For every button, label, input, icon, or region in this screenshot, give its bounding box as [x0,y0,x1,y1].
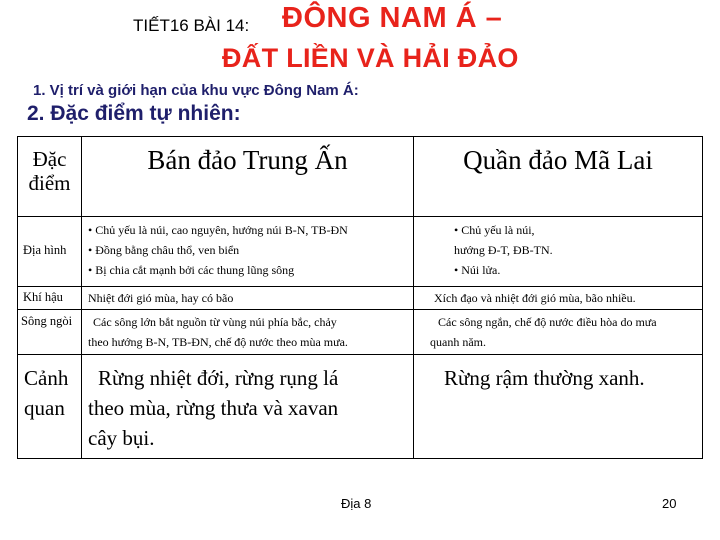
terrain-col1-line1: • Chủ yếu là núi, cao nguyên, hướng núi B-N, TB-ĐN [88,223,348,237]
terrain-col2-cell [414,217,703,287]
section-2-heading: 2. Đặc điểm tự nhiên: [27,102,241,125]
rivers-col2-line2: quanh năm. [430,335,486,349]
rivers-col2-cell [414,310,703,355]
lesson-prefix: TIẾT16 BÀI 14: [133,16,250,35]
terrain-col2-line2: hướng Đ-T, ĐB-TN. [454,243,553,257]
header-feature-line1: Đặc [32,147,67,171]
landscape-label-cell [18,355,82,459]
table-row [18,217,703,287]
table-row [18,355,703,459]
climate-col1: Nhiệt đới gió mùa, hay có bão [88,291,234,305]
climate-col1-cell [82,287,414,310]
header-col1-cell [82,137,414,217]
terrain-col1-line3: • Bị chia cắt mạnh bởi các thung lũng sông [88,263,295,277]
terrain-col1-line2: • Đồng bằng châu thổ, ven biển [88,243,240,257]
terrain-col1-cell [82,217,414,287]
page-title-line2: ĐẤT LIỀN VÀ HẢI ĐẢO [222,43,519,73]
climate-col2-cell [414,287,703,310]
rivers-col2-line1: Các sông ngắn, chế độ nước điều hòa do mưa [438,315,657,329]
landscape-col1-line1: Rừng nhiệt đới, rừng rụng lá [98,366,339,390]
section-1-heading: 1. Vị trí và giới hạn của khu vực Đông Nam Á: [33,82,359,99]
header-col1: Bán đảo Trung Ấn [147,145,348,175]
header-feature-cell [18,137,82,217]
climate-label: Khí hậu [23,290,63,304]
landscape-col2-cell [414,355,703,459]
nature-comparison-table [17,136,703,459]
climate-col2: Xích đạo và nhiệt đới gió mùa, bão nhiều. [434,291,636,305]
terrain-label: Địa hình [23,243,67,257]
header-feature-line2: điểm [28,171,71,195]
landscape-col2: Rừng rậm thường xanh. [444,366,645,390]
landscape-col1-line3: cây bụi. [88,426,155,450]
rivers-col1-cell [82,310,414,355]
terrain-label-cell [18,217,82,287]
rivers-label-cell [18,310,82,355]
page-number: 20 [662,496,677,511]
landscape-label-line2: quan [24,396,65,420]
landscape-col1-cell [82,355,414,459]
terrain-col2-line1: • Chủ yếu là núi, [454,223,535,237]
landscape-label-line1: Cảnh [24,366,69,390]
page-title-line1: ĐÔNG NAM Á – [282,2,503,34]
header-col2: Quần đảo Mã Lai [463,145,653,175]
climate-label-cell [18,287,82,310]
header-col2-cell [414,137,703,217]
landscape-col1-line2: theo mùa, rừng thưa và xavan [88,396,339,420]
footer-subject: Địa 8 [341,496,372,511]
table-row [18,310,703,355]
table-row [18,287,703,310]
rivers-label: Sông ngòi [21,314,73,328]
terrain-col2-line3: • Núi lửa. [454,263,501,277]
rivers-col1-line1: Các sông lớn bắt nguồn từ vùng núi phía bắc, chảy [93,315,337,329]
table-header-row [18,137,703,217]
rivers-col1-line2: theo hướng B-N, TB-ĐN, chế độ nước theo mùa mưa. [88,335,348,349]
